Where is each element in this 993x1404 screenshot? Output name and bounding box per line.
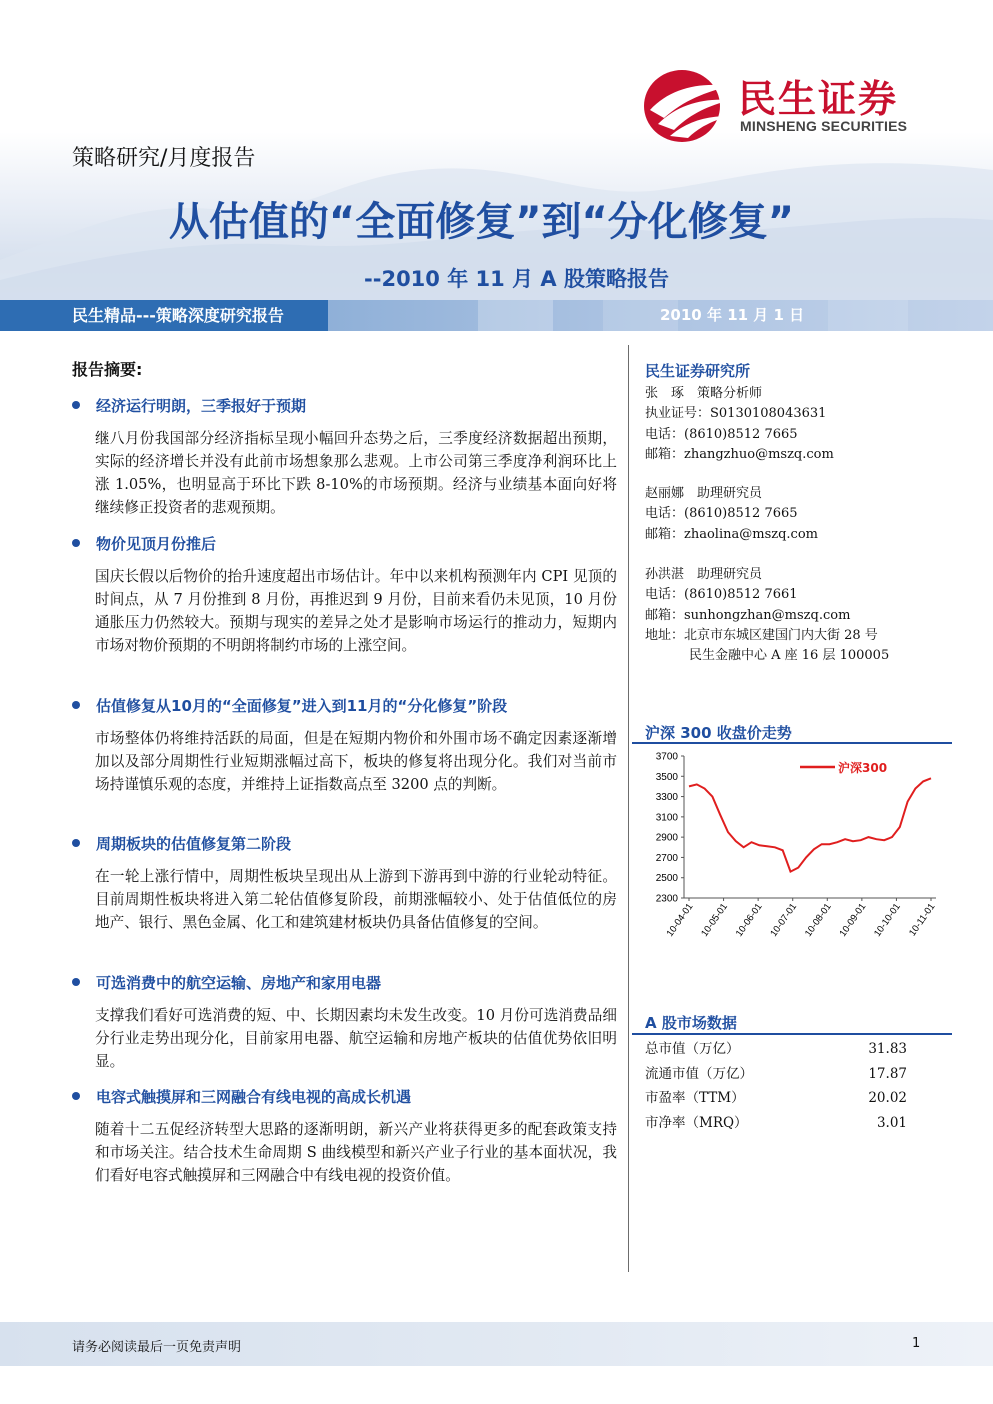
contact-line: 电话：(8610)8512 7665	[645, 426, 798, 442]
market-data-rule	[632, 1033, 952, 1035]
analyst-contact	[645, 565, 889, 666]
x-tick-label: 10-11-01	[907, 901, 938, 939]
contact-line[interactable]: 邮箱：sunhongzhan@mszq.com	[645, 607, 851, 623]
abstract-section	[72, 531, 617, 657]
contact-line[interactable]: 邮箱：zhangzhuo@mszq.com	[645, 446, 834, 462]
section-title: 估值修复从10月的“全面修复”进入到11月的“分化修复”阶段	[96, 696, 508, 715]
market-value: 20.02	[868, 1090, 907, 1106]
chart-title-rule	[632, 742, 952, 744]
contact-line: 赵丽娜 助理研究员	[645, 486, 763, 501]
institute-name: 民生证券研究所	[645, 362, 751, 380]
abstract-label: 报告摘要:	[72, 360, 143, 379]
abstract-section	[72, 970, 617, 1073]
logo-text-en: MINSHENG SECURITIES	[740, 118, 908, 134]
market-label: 市净率（MRQ）	[645, 1114, 748, 1131]
legend-label: 沪深300	[838, 761, 888, 775]
contact-line: 电话：(8610)8512 7661	[645, 587, 798, 603]
section-body: 继八月份我国部分经济指标呈现小幅回升态势之后，三季度经济数据超出预期，实际的经济增长并没有此前市场想象那么悲观。上市公司第三季度净利润环比上涨 1.05%，也明显高于环比下跌 8-10%的市场预期。经济与业绩基本面向好将继续修正投资者的悲观预期。	[95, 430, 617, 516]
contact-line: 执业证号：S0130108043631	[645, 406, 827, 422]
page-number: 1	[912, 1336, 921, 1351]
y-tick-label: 2500	[655, 873, 678, 885]
x-tick-label: 10-07-01	[768, 901, 800, 939]
y-tick-label: 3700	[655, 751, 678, 763]
x-axis	[665, 898, 938, 939]
footer-disclaimer[interactable]: 请务必阅读最后一页免责声明	[72, 1340, 242, 1355]
abstract-section	[72, 693, 617, 796]
report-type: 策略研究/月度报告	[72, 146, 256, 171]
section-body: 在一轮上涨行情中，周期性板块呈现出从上游到下游再到中游的行业轮动特征。目前周期性板块将进入第二轮估值修复阶段，前期涨幅较小、处于估值低位的房地产、银行、黑色金属、化工和建筑建材板块仍具备估值修复的空间。	[95, 868, 617, 931]
band-label: 民生精品---策略深度研究报告	[0, 300, 328, 331]
x-tick-label: 10-10-01	[872, 901, 903, 939]
section-body: 市场整体仍将维持活跃的局面，但是在短期内物价和外围市场不确定因素逐渐增加以及部分周期性行业短期涨幅过高下，板块的修复将出现分化。我们对当前市场持谨慎乐观的态度，并维持上证指数高点至 3200 点的判断。	[95, 730, 617, 793]
y-tick-label: 2900	[655, 832, 678, 844]
y-tick-label: 2700	[655, 852, 678, 864]
section-title: 可选消费中的航空运输、房地产和家用电器	[96, 973, 382, 992]
market-row	[645, 1086, 907, 1111]
market-row	[645, 1111, 907, 1136]
market-label: 市盈率（TTM）	[645, 1090, 745, 1106]
series-line-hs300	[689, 778, 931, 871]
bullet-icon	[72, 978, 80, 986]
contact-line: 孙洪湛 助理研究员	[645, 567, 763, 582]
x-tick-label: 10-05-01	[699, 901, 731, 939]
section-title: 电容式触摸屏和三网融合有线电视的高成长机遇	[96, 1087, 412, 1106]
contact-line: 张 琢 策略分析师	[645, 386, 763, 401]
contact-line: 地址：北京市东城区建国门内大街 28 号	[645, 627, 878, 643]
bullet-icon	[72, 401, 80, 409]
title-band	[0, 300, 993, 331]
chart-title: 沪深 300 收盘价走势	[645, 724, 792, 742]
abstract-section	[72, 1084, 617, 1187]
y-axis	[656, 752, 684, 905]
analyst-contact	[645, 484, 818, 545]
bullet-icon	[72, 839, 80, 847]
x-tick-label: 10-08-01	[802, 901, 834, 939]
analyst-contact	[645, 384, 834, 465]
market-value: 3.01	[876, 1114, 907, 1131]
section-title: 周期板块的估值修复第二阶段	[96, 834, 292, 853]
x-tick-label: 10-09-01	[837, 901, 869, 939]
market-row	[645, 1037, 907, 1062]
column-divider	[628, 345, 629, 1272]
y-tick-label: 3300	[655, 792, 678, 804]
contact-line: 电话：(8610)8512 7665	[645, 506, 798, 522]
market-label: 流通市值（万亿）	[645, 1065, 753, 1082]
y-tick-label: 2300	[655, 893, 678, 905]
y-tick-label: 3500	[655, 771, 678, 783]
report-subtitle: --2010 年 11 月 A 股策略报告	[364, 267, 669, 291]
logo-text-cn: 民生证券	[738, 77, 899, 121]
report-date: 2010 年 11 月 1 日	[660, 306, 805, 324]
market-data-title: A 股市场数据	[645, 1014, 737, 1032]
bullet-icon	[72, 1092, 80, 1100]
abstract-section	[72, 393, 617, 519]
contact-line[interactable]: 邮箱：zhaolina@mszq.com	[645, 526, 818, 542]
abstract-section	[72, 831, 617, 934]
market-data-table	[645, 1037, 907, 1135]
section-body: 随着十二五促经济转型大思路的逐渐明朗，新兴产业将获得更多的配套政策支持和市场关注。结合技术生命周期 S 曲线模型和新兴产业子行业的基本面状况，我们看好电容式触摸屏和三网融合中有线电视的投资价值。	[95, 1121, 617, 1184]
contact-line: 民生金融中心 A 座 16 层 100005	[689, 648, 890, 664]
bullet-icon	[72, 539, 80, 547]
section-title: 经济运行明朗，三季报好于预期	[96, 396, 307, 415]
x-tick-label: 10-06-01	[733, 901, 765, 939]
y-tick-label: 3100	[655, 812, 678, 824]
market-value: 17.87	[868, 1065, 907, 1082]
bullet-icon	[72, 701, 80, 709]
market-value: 31.83	[868, 1041, 907, 1057]
hs300-line-chart	[640, 746, 945, 946]
market-label: 总市值（万亿）	[645, 1041, 740, 1057]
section-title: 物价见顶月份推后	[96, 534, 217, 553]
section-body: 支撑我们看好可选消费的短、中、长期因素均未发生改变。10 月份可选消费品细分行业走势出现分化，目前家用电器、航空运输和房地产板块的估值优势依旧明显。	[95, 1007, 617, 1070]
minsheng-logo-icon	[640, 66, 732, 144]
market-row	[645, 1062, 907, 1087]
x-tick-label: 10-04-01	[664, 901, 696, 939]
report-title: 从估值的“全面修复”到“分化修复”	[168, 199, 795, 245]
section-body: 国庆长假以后物价的抬升速度超出市场估计。年中以来机构预测年内 CPI 见顶的时间点，从 7 月份推到 8 月份，再推迟到 9 月份，目前来看仍未见顶，10 月份通胀压力仍然较大。预期与现实的差异之处才是影响市场运行的推动力，短期内市场对物价预期的不明朗将制约市场的上涨空间。	[95, 568, 617, 654]
